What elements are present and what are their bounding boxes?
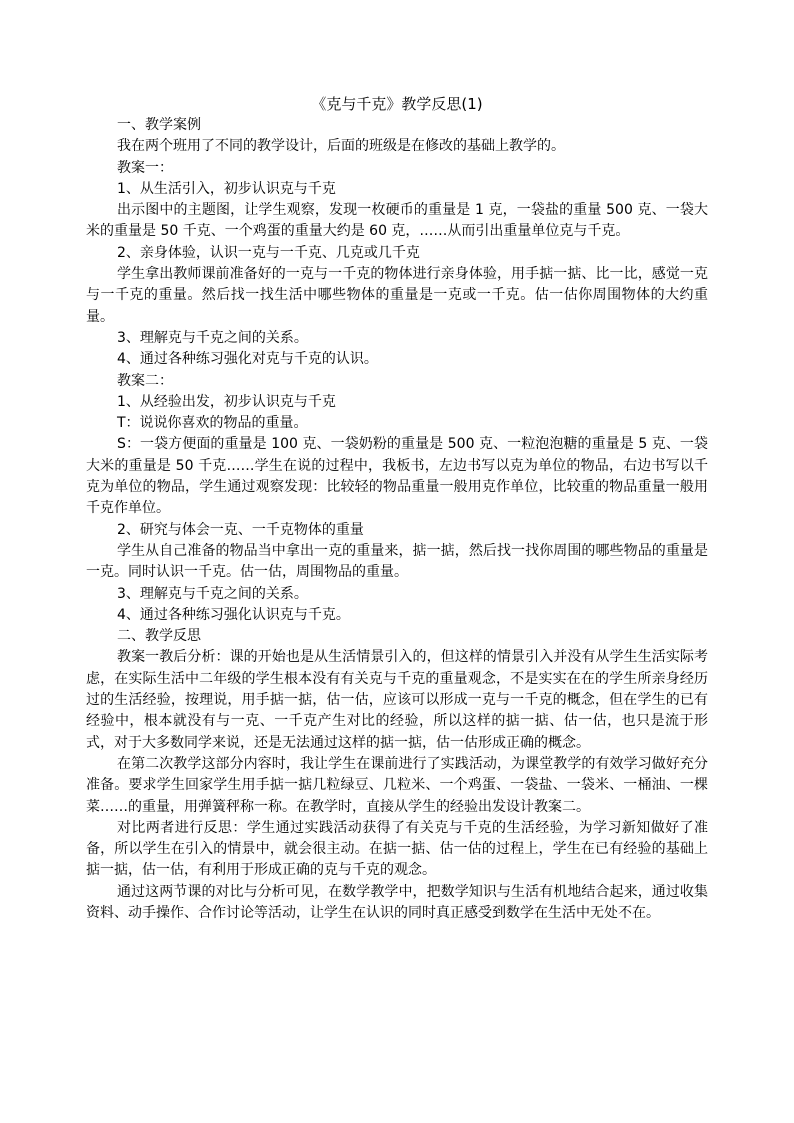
case-two-heading: 教案二： <box>117 372 173 389</box>
section-heading-case: 一、教学案例 <box>117 117 201 133</box>
case-one-step-3: 3、理解克与千克之间的关系。 <box>117 329 308 346</box>
case-one-step-2: 2、亲身体验，认识一克与一千克、几克或几千克 <box>117 244 420 261</box>
case-one-heading: 教案一： <box>117 159 173 176</box>
case-two-step-4: 4、通过各种练习强化认识克与千克。 <box>117 606 350 623</box>
reflection-paragraph-2: 在第二次教学这部分内容时，我让学生在课前进行了实践活动，为课堂教学的有效学习做好充分准备。要求学生回家学生用手掂一掂几粒绿豆、几粒米、一个鸡蛋、一袋盐、一袋米、一桶油、一棵菜……的重量，用弹簧秤称一称。在教学时，直接从学生的经验出发设计教案二。 <box>86 755 708 815</box>
document-page <box>86 93 708 924</box>
document-title: 《克与千克》教学反思(1) <box>311 95 483 113</box>
case-two-step-2: 2、研究与体会一克、一千克物体的重量 <box>117 521 364 538</box>
case-two-step-2-body: 学生从自己准备的物品当中拿出一克的重量来，掂一掂，然后找一找你周围的哪些物品的重量是一克。同时认识一千克。估一估，周围物品的重量。 <box>86 542 708 581</box>
reflection-paragraph-1: 教案一教后分析：课的开始也是从生活情景引入的，但这样的情景引入并没有从学生生活实际考虑，在实际生活中二年级的学生根本没有有关克与千克的重量观念，不是实实在在的学生所亲身经历过的生活经验，按理说，用手掂一掂，估一估，应该可以形成一克与一千克的概念，但在学生的已有经验中，根本就没有与一克、一千克产生对比的经验，所以这样的掂一掂、估一估，也只是流于形式，对于大多数同学来说，还是无法通过这样的掂一掂，估一估形成正确的概念。 <box>86 649 708 751</box>
section-heading-reflection: 二、教学反思 <box>117 628 201 645</box>
reflection-paragraph-4: 通过这两节课的对比与分析可见，在数学教学中，把数学知识与生活有机地结合起来，通过收集资料、动手操作、合作讨论等活动，让学生在认识的同时真正感受到数学在生活中无处不在。 <box>86 883 708 921</box>
paragraph-intro: 我在两个班用了不同的教学设计，后面的班级是在修改的基础上教学的。 <box>117 138 565 155</box>
case-one-step-1: 1、从生活引入，初步认识克与千克 <box>117 180 336 197</box>
document-body <box>86 115 708 924</box>
case-one-step-4: 4、通过各种练习强化对克与千克的认识。 <box>117 351 378 368</box>
case-two-teacher-line: T：说说你喜欢的物品的重量。 <box>117 415 308 432</box>
case-two-student-line: S：一袋方便面的重量是 100 克、一袋奶粉的重量是 500 克、一粒泡泡糖的重量是 5 克、一袋大米的重量是 50 千克……学生在说的过程中，我板书，左边书写以克为单位的物品，右边书写以千克为单位的物品，学生通过观察发现：比较轻的物品重量一般用克作单位，比较重的物品重量一般用千克作单位。 <box>86 436 708 517</box>
case-one-step-2-body: 学生拿出教师课前准备好的一克与一千克的物体进行亲身体验，用手掂一掂、比一比，感觉一克与一千克的重量。然后找一找生活中哪些物体的重量是一克或一千克。估一估你周围物体的大约重量。 <box>86 266 708 325</box>
case-one-step-1-body: 出示图中的主题图，让学生观察，发现一枚硬币的重量是 1 克，一袋盐的重量 500 克、一袋大米的重量是 50 千克、一个鸡蛋的重量大约是 60 克，……从而引出重量单位克与千克。 <box>86 202 708 240</box>
case-two-step-3: 3、理解克与千克之间的关系。 <box>117 585 308 602</box>
reflection-paragraph-3: 对比两者进行反思：学生通过实践活动获得了有关克与千克的生活经验，为学习新知做好了准备，所以学生在引入的情景中，就会很主动。在掂一掂、估一估的过程上，学生在已有经验的基础上掂一掂，估一估，有利用于形成正确的克与千克的观念。 <box>86 819 708 879</box>
case-two-step-1: 1、从经验出发，初步认识克与千克 <box>117 393 336 410</box>
